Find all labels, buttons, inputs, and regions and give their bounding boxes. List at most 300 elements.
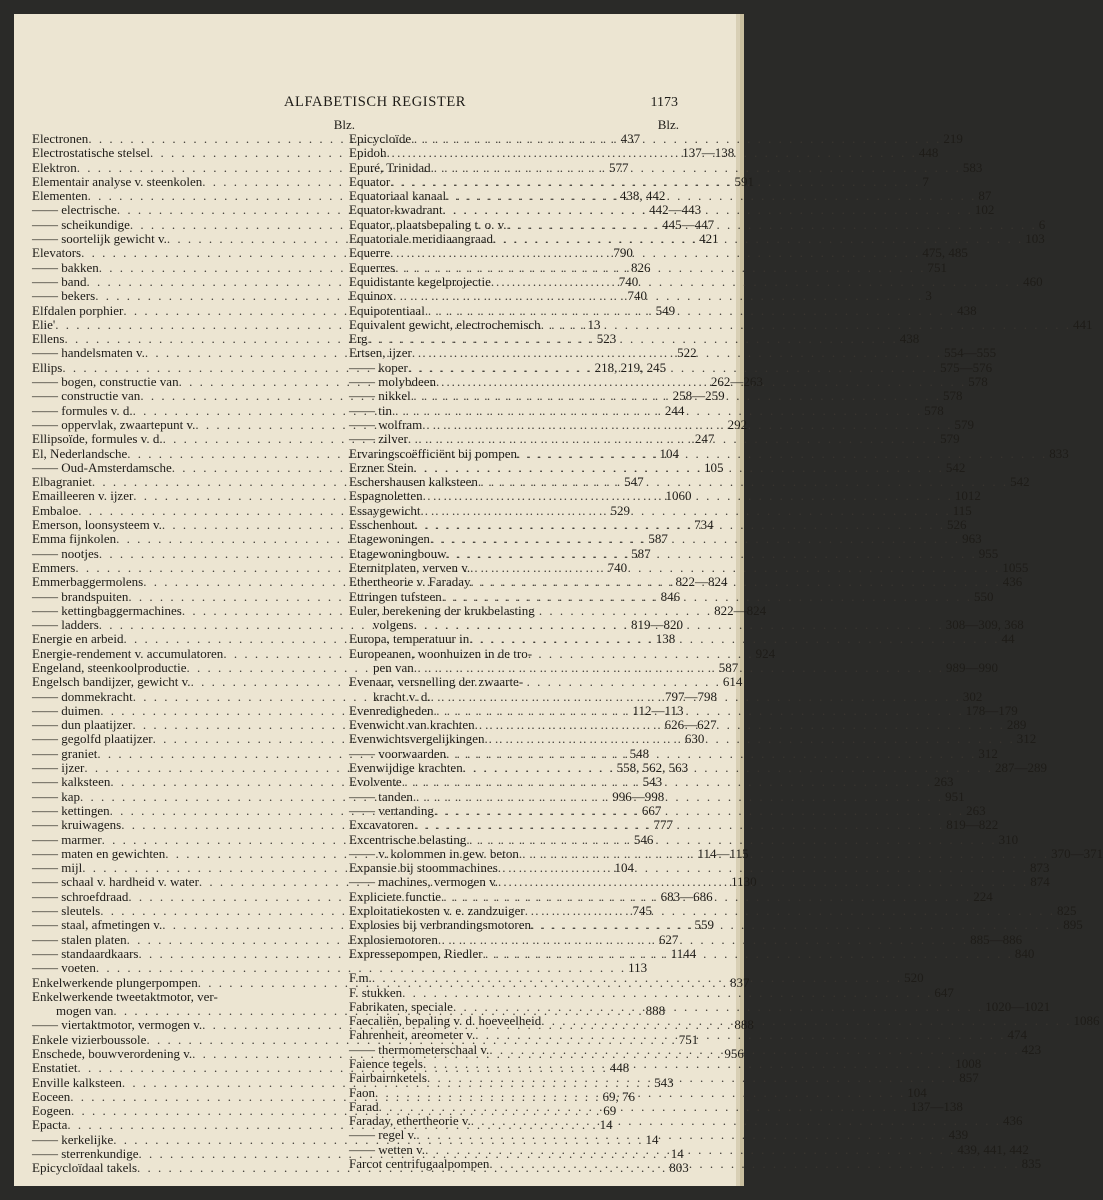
index-term: —— Oud-Amsterdamsche [32, 459, 172, 475]
index-term: Enstatiet [32, 1060, 78, 1076]
page-reference: 667 [641, 802, 662, 818]
page-reference: 442—443 [649, 202, 702, 218]
page-reference: 287—289 [994, 760, 1047, 776]
page-reference: 522 [677, 345, 697, 361]
page-reference: 308—309, 368 [945, 617, 1024, 633]
index-term: Enkelwerkende plungerpompen [32, 974, 198, 990]
index-term: Evenwicht van krachten [349, 717, 475, 733]
index-term: Epicycloïde [349, 131, 412, 146]
page-reference: 751 [927, 259, 947, 275]
page-reference: 14 [599, 1117, 613, 1133]
page-reference: 951 [945, 788, 965, 804]
index-entry [349, 1070, 979, 1086]
index-entry [349, 302, 977, 318]
page-reference: 263 [933, 774, 954, 790]
index-term: —— zilver [349, 431, 408, 447]
index-term: —— kap [32, 788, 81, 804]
index-term: —— kruiwagens [32, 817, 122, 833]
index-term: Farcot centrifugaalpompen [349, 1156, 490, 1172]
page-reference: 289 [1006, 717, 1027, 733]
index-term: Emerson, loonsysteem v. [32, 517, 162, 533]
page-reference: 436 [1003, 1113, 1023, 1129]
index-term: —— electrische [32, 202, 117, 218]
page-reference: 543 [654, 1074, 674, 1090]
index-term: —— mijl [32, 860, 83, 876]
index-term: Electrostatische stelsel [32, 145, 151, 161]
page-reference: 547 [624, 474, 644, 490]
page-reference: 895 [1063, 917, 1083, 933]
index-term: Equipotentiaal [349, 302, 425, 318]
index-term: Eoceen [32, 1088, 71, 1104]
page-reference: 421 [699, 231, 719, 247]
dot-leader [442, 590, 972, 604]
index-term: Elie' [32, 316, 56, 332]
dot-leader [541, 1014, 1071, 1028]
dot-leader [393, 289, 923, 303]
dot-leader [402, 986, 932, 1000]
index-entry [349, 998, 1051, 1014]
index-term: —— kalksteen [32, 774, 111, 790]
page-reference: 989—990 [946, 659, 999, 675]
index-term: Energie en arbeid [32, 631, 124, 647]
dot-leader [420, 504, 950, 518]
page-reference: 438 [899, 331, 920, 347]
dot-leader [408, 361, 938, 375]
index-term: —— machines, vermogen v. [349, 874, 498, 890]
index-term: Europa, temperatuur in [349, 631, 470, 647]
index-term: —— bekers [32, 288, 96, 304]
page-reference: 647 [934, 984, 954, 1000]
page-reference: 833 [1049, 445, 1069, 461]
page-reference: 219 [943, 131, 963, 146]
index-entry [349, 931, 1023, 947]
page-reference: 740 [627, 288, 647, 304]
page-reference: 888 [734, 1017, 754, 1033]
index-entry [349, 788, 965, 804]
index-entry [349, 402, 944, 418]
page-reference: 69 [603, 1103, 617, 1119]
index-term: —— tanden [349, 788, 413, 804]
page-reference: 575—576 [940, 359, 993, 375]
page-reference: 102 [974, 202, 995, 218]
page-reference: 13 [587, 316, 601, 332]
index-term: —— scheikundige [32, 216, 130, 232]
index-term: Fabrikaten, speciale [349, 998, 453, 1014]
dot-leader [489, 1043, 1019, 1057]
page-reference: 630 [684, 731, 705, 747]
page-reference: 258—259 [672, 388, 725, 404]
dot-leader [411, 132, 941, 146]
index-term: Ethertheorie v. Faraday [349, 574, 471, 590]
page-reference: 587 [648, 531, 668, 547]
index-term: Evenredigheden [349, 702, 434, 718]
index-term: Faraday, ethertheorie v. [349, 1113, 471, 1129]
index-entry [349, 1098, 963, 1114]
page-reference: 448 [609, 1060, 630, 1076]
index-term: pen van [373, 659, 414, 675]
index-term: —— kerkelijke [32, 1131, 114, 1147]
index-term: Espagnoletten [349, 488, 423, 504]
index-term: —— kettingbaggermachines [32, 602, 182, 618]
dot-leader [375, 1086, 905, 1100]
index-entry [349, 188, 992, 204]
index-term: Equerre [349, 245, 391, 261]
index-term: El, Nederlandsche [32, 445, 128, 461]
index-term: volgens [373, 617, 414, 633]
index-term: Embaloe [32, 502, 79, 518]
index-term: Energie-rendement v. accumulatoren [32, 645, 224, 661]
dot-leader [466, 833, 996, 847]
page-reference: 837 [729, 974, 750, 990]
index-term: Evenwijdige krachten [349, 760, 463, 776]
index-entry [349, 617, 1024, 633]
index-term: Emmerbaggermolens [32, 574, 144, 590]
index-term: —— soortelijk gewicht v. [32, 231, 167, 247]
index-entry [349, 502, 972, 518]
page-reference: 104 [907, 1084, 927, 1100]
dot-leader [379, 1100, 909, 1114]
dot-leader [414, 661, 944, 675]
index-term: —— koper [349, 359, 408, 375]
index-term: —— molybdeen [349, 374, 437, 390]
index-entry [349, 860, 1050, 876]
dot-leader [453, 1000, 983, 1014]
page-reference: 846 [660, 588, 681, 604]
index-term: Essaygewicht [349, 502, 421, 518]
index-term: Ellens [32, 331, 65, 347]
index-term: —— handelsmaten v. [32, 345, 145, 361]
dot-leader [413, 790, 943, 804]
page-reference: 885—886 [970, 931, 1023, 947]
index-term: —— voeten [32, 960, 96, 976]
page-reference: 797—798 [664, 688, 717, 704]
dot-leader [498, 875, 1028, 889]
index-term: Etagewoningen [349, 531, 430, 547]
dot-leader [430, 532, 960, 546]
page-reference: 437 [620, 131, 641, 146]
index-term: —— brandspuiten [32, 588, 129, 604]
dot-leader [443, 203, 973, 217]
index-term: Eogeen [32, 1103, 71, 1119]
dot-leader [485, 732, 1015, 746]
index-term: —— sleutels [32, 903, 101, 919]
page-reference: 69, 76 [602, 1088, 636, 1104]
page-reference: 548 [629, 745, 650, 761]
page-reference: 614 [722, 674, 743, 690]
page-reference: 3 [925, 288, 932, 304]
page-reference: 819—820 [631, 617, 684, 633]
page-reference: 112—113 [632, 702, 684, 718]
index-entry [32, 960, 648, 976]
index-term: Europeanen, woonhuizen in de tro- [349, 645, 533, 661]
page-reference: 14 [670, 1146, 684, 1162]
page-reference: 312 [1016, 731, 1037, 747]
dot-leader [425, 304, 955, 318]
page-reference: 113 [628, 960, 648, 976]
page-reference: 460 [1023, 273, 1043, 289]
page-reference: 7 [922, 173, 929, 189]
dot-leader [431, 690, 961, 704]
page-reference: 104 [659, 445, 680, 461]
index-term: Excentrische belasting [349, 831, 467, 847]
page-reference: 475, 485 [922, 245, 968, 261]
index-term: Eschershausen kalksteen [349, 474, 478, 490]
index-term: Elektron [32, 159, 77, 175]
index-term: —— tin [349, 402, 392, 418]
index-term: Expliciete functie [349, 888, 442, 904]
index-entry [349, 445, 1069, 461]
index-term: Evenwichtsvergelijkingen [349, 731, 485, 747]
index-term: Epicycloïdaal takels [32, 1160, 138, 1176]
index-term: Epidoh [349, 145, 387, 161]
page-reference: 263 [966, 802, 986, 818]
index-term: Ettringen tufsteen [349, 588, 442, 604]
dot-leader [475, 1028, 1005, 1042]
index-term: Equator-kwadrant [349, 202, 443, 218]
index-entry [349, 760, 1047, 776]
page-reference: 803 [669, 1160, 689, 1176]
index-term: Fairbairnketels [349, 1070, 427, 1086]
dot-leader [446, 547, 976, 561]
index-term: Explosiemotoren [349, 931, 438, 947]
index-entry [349, 1127, 969, 1143]
page-reference: 549 [655, 302, 676, 318]
index-term: —— wetten v. [349, 1141, 426, 1157]
index-term: kracht v. d. [373, 688, 431, 704]
dot-leader [471, 1114, 1001, 1128]
index-term: Equator [349, 173, 391, 189]
page-reference: 1012 [954, 488, 981, 504]
index-term: Equatoriale meridiaangraad [349, 231, 494, 247]
page-reference: 14 [645, 1131, 659, 1147]
page-reference: 777 [653, 817, 673, 833]
index-term: Expressepompen, Riedler [349, 945, 483, 961]
index-entry [349, 488, 981, 504]
index-entry [349, 288, 932, 304]
page-reference: 822—824 [675, 574, 728, 590]
index-term: Emma fijnkolen [32, 531, 117, 547]
index-term: Elfdalen porphier [32, 302, 124, 318]
dot-leader [498, 861, 1028, 875]
dot-leader [372, 971, 902, 985]
page-reference: 874 [1030, 874, 1050, 890]
index-term: Emmers [32, 559, 76, 575]
page-reference: 825 [1056, 903, 1077, 919]
index-term: —— schaal v. hardheid v. water [32, 874, 199, 890]
index-term: Faecaliën, bepaling v. d. hoeveelheid [349, 1013, 542, 1029]
index-entry [349, 984, 954, 1000]
index-term: F.m. [349, 970, 372, 986]
page-reference: 105 [703, 459, 724, 475]
page-number: 1173 [650, 95, 678, 110]
index-term: Equator, plaatsbepaling t. o. v. [349, 216, 507, 232]
index-entry [349, 331, 920, 347]
page-reference: 558, 562, 563 [616, 760, 689, 776]
index-term: —— constructie van [32, 388, 141, 404]
index-term: Fahrenheit, areometer v. [349, 1027, 476, 1043]
index-term: Equatoriaal kanaal [349, 188, 447, 204]
index-term: Ellips [32, 359, 63, 375]
index-term: —— oppervlak, zwaartepunt v. [32, 416, 196, 432]
page-reference: 1144 [670, 945, 697, 961]
dot-leader [416, 1128, 946, 1142]
page-reference: 103 [1025, 231, 1045, 247]
page-reference: 244 [664, 402, 685, 418]
page-reference: 583 [962, 159, 983, 175]
index-term: —— thermometerschaal v. [349, 1041, 490, 1057]
index-term: Ellipsoïde, formules v. d. [32, 431, 163, 447]
page-reference: 591 [734, 173, 755, 189]
index-term: Ervaringscoëfficiënt bij pompen [349, 445, 517, 461]
index-term: Enville kalksteen [32, 1074, 122, 1090]
page-reference: 137—138 [682, 145, 735, 161]
index-entry [349, 131, 963, 146]
index-term: —— regel v. [349, 1127, 417, 1143]
page-reference: 543 [642, 774, 663, 790]
index-term: Epacta [32, 1117, 68, 1133]
page-reference: 218, 219, 245 [594, 359, 667, 375]
index-term: Etagewoningbouw [349, 545, 447, 561]
dot-leader [402, 775, 932, 789]
dot-leader [433, 704, 963, 718]
index-term: Erzner Stein [349, 459, 414, 475]
dot-leader [387, 146, 917, 160]
index-entry [349, 559, 1029, 575]
page-reference: 114—115 [697, 845, 749, 861]
page-reference: 1086 [1073, 1013, 1100, 1029]
page-reference: 310 [998, 831, 1019, 847]
dot-leader [423, 489, 953, 503]
index-term: Farad [349, 1098, 379, 1114]
index-entry [349, 474, 1030, 490]
index-term: —— nootjes [32, 545, 99, 561]
index-term: —— stalen platen [32, 931, 127, 947]
page-reference: 542 [1010, 474, 1030, 490]
page-reference: 370—371 [1051, 845, 1103, 861]
dot-leader [483, 947, 1013, 961]
index-term: Emailleeren v. ijzer [32, 488, 134, 504]
index-term: Elevators [32, 245, 82, 261]
page-reference: 423 [1021, 1041, 1042, 1057]
index-term: Euler, berekening der krukbelasting [349, 602, 535, 618]
index-term: Evolvente [349, 774, 402, 790]
dot-leader [478, 475, 1008, 489]
index-term: Erg [349, 331, 368, 347]
index-entry [349, 831, 1019, 847]
dot-leader [507, 218, 1037, 232]
index-entry [349, 1141, 1029, 1157]
page-reference: 438, 442 [619, 188, 666, 204]
index-term: Faience tegels [349, 1056, 423, 1071]
dot-leader [412, 346, 942, 360]
page-reference: 292 [727, 416, 748, 432]
dot-leader [446, 747, 976, 761]
page-reference: 6 [1038, 216, 1046, 232]
page-title: ALFABETISCH REGISTER [283, 94, 467, 110]
index-term: —— marmer [32, 831, 102, 847]
index-entry [349, 817, 999, 833]
dot-leader [390, 175, 920, 189]
index-entry [349, 359, 993, 375]
dot-leader [368, 332, 898, 346]
page-reference: 526 [946, 517, 967, 533]
page-reference: 857 [959, 1070, 979, 1086]
index-entry [32, 990, 357, 1004]
dot-leader [413, 618, 943, 632]
index-entry [349, 1084, 927, 1100]
dot-leader [422, 418, 952, 432]
dot-leader [392, 404, 922, 418]
page-reference: 474 [1007, 1027, 1027, 1043]
dot-leader [415, 518, 945, 532]
page-reference: 956 [724, 1046, 744, 1061]
page-reference: 1055 [1002, 559, 1029, 575]
index-term: Elementen [32, 188, 88, 204]
page-reference: 520 [904, 970, 924, 986]
index-term: Enkele vizierboussole [32, 1031, 147, 1047]
page-reference: 740 [618, 273, 639, 289]
page-reference: 924 [755, 645, 776, 661]
index-term: —— wolfram [349, 416, 423, 432]
dot-leader [434, 804, 964, 818]
index-term: —— ladders [32, 617, 99, 633]
dot-leader [469, 632, 999, 646]
dot-leader [408, 432, 938, 446]
page-reference: 523 [596, 331, 617, 347]
index-term: —— band [32, 273, 87, 289]
page-reference: 577 [609, 159, 629, 175]
index-term: mogen van [56, 1003, 114, 1019]
page-reference: 448 [918, 145, 939, 161]
page-reference: 262—263 [710, 374, 763, 390]
dot-leader [436, 375, 966, 389]
dot-leader [446, 189, 976, 203]
page-reference: 178—179 [965, 702, 1018, 718]
index-entry [349, 802, 986, 818]
dot-leader [438, 933, 968, 947]
page-reference: 626—627 [664, 717, 717, 733]
index-term: Equinox [349, 288, 394, 304]
page-reference: 822—824 [714, 602, 767, 618]
index-term: —— formules v. d. [32, 402, 133, 418]
index-entry [349, 259, 947, 275]
index-entry [349, 702, 1018, 718]
page-reference: 550 [974, 588, 994, 604]
column-heading: Blz. [657, 117, 679, 132]
page-reference: 529 [610, 502, 630, 518]
page-reference: 436 [1002, 574, 1023, 590]
index-term: Enkelwerkende tweetaktmotor, ver- [32, 988, 218, 1004]
index-term: —— nikkel [349, 388, 411, 404]
page-reference: 579 [940, 431, 960, 447]
index-term: Equidistante kegelprojectie [349, 273, 491, 289]
dot-leader [531, 918, 1061, 932]
index-entry [349, 647, 681, 661]
page-reference: 1020—1021 [985, 998, 1051, 1014]
dot-leader [395, 261, 925, 275]
index-term: Elementair analyse v. steenkolen [32, 173, 203, 189]
index-term: Ertsen, ijzer [349, 345, 412, 361]
page-reference: 138 [655, 631, 676, 647]
page-reference: 1008 [955, 1056, 982, 1071]
dot-leader [493, 232, 1023, 246]
page-reference: 579 [954, 416, 975, 432]
page-reference: 578 [968, 374, 988, 390]
page-reference: 734 [694, 517, 714, 533]
page-reference: 587 [631, 545, 651, 561]
dot-leader [425, 1143, 955, 1157]
dot-leader [470, 561, 1000, 575]
